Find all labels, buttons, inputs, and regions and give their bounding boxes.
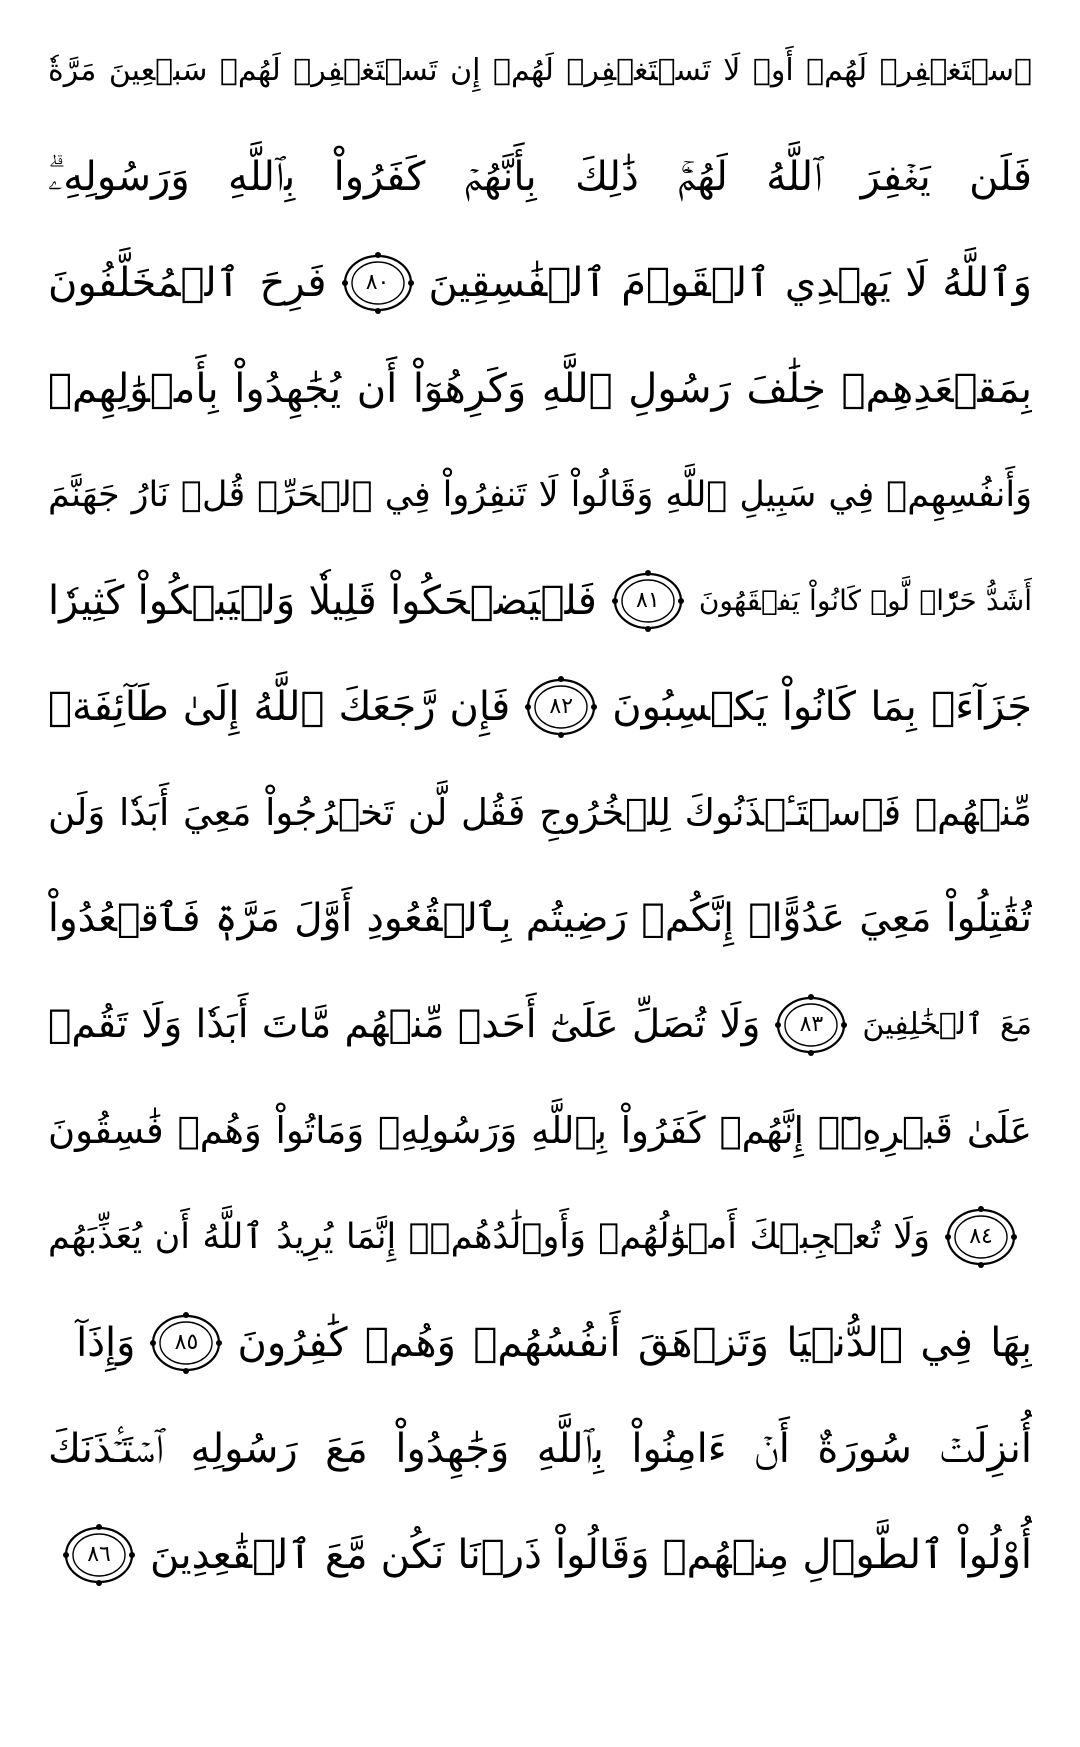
text-line (48, 654, 1032, 760)
verse-text: وَأَنفُسِهِمۡ فِي سَبِيلِ ٱللَّهِ وَقَالُواْ لَا تَنفِرُواْ فِي ٱلۡحَرِّۗ قُلۡ نَارُ جَهَنَّمَ (48, 475, 1032, 515)
verse-text: مِّنۡهُمۡ فَٱسۡتَـٔۡذَنُوكَ لِلۡخُرُوجِ فَقُل لَّن تَخۡرُجُواْ مَعِيَ أَبَدٗا وَلَن (48, 791, 1032, 834)
quran-text-block (48, 18, 1032, 1608)
ayah-end-marker (62, 1524, 136, 1586)
ayah-number: ٨٣ (799, 1012, 824, 1037)
text-line (48, 1078, 1032, 1184)
ayah-end-marker (944, 1206, 1018, 1268)
verse-text: بِمَقۡعَدِهِمۡ خِلَٰفَ رَسُولِ ٱللَّهِ وَكَرِهُوٓاْ أَن يُجَٰهِدُواْ بِأَمۡوَٰلِهِمۡ (48, 366, 1032, 412)
verse-text: بِهَا فِي ٱلدُّنۡيَا وَتَزۡهَقَ أَنفُسُهُمۡ وَهُمۡ كَٰفِرُونَ (237, 1320, 1032, 1366)
verse-text: ٱسۡتَغۡفِرۡ لَهُمۡ أَوۡ لَا تَسۡتَغۡفِرۡ لَهُمۡ إِن تَسۡتَغۡفِرۡ لَهُمۡ سَبۡعِينَ مَرَّةٗ (48, 53, 1032, 88)
verse-text: تُقَٰتِلُواْ مَعِيَ عَدُوًّاۖ إِنَّكُمۡ رَضِيتُم بِٱلۡقُعُودِ أَوَّلَ مَرَّةٖ فَٱقۡعُدُواْ (48, 896, 1032, 941)
ayah-number: ٨٤ (969, 1224, 993, 1249)
ayah-end-marker (149, 1312, 223, 1374)
verse-text: أُوْلُواْ ٱلطَّوۡلِ مِنۡهُمۡ وَقَالُواْ ذَرۡنَا نَكُن مَّعَ ٱلۡقَٰعِدِينَ (150, 1532, 1032, 1578)
text-line (48, 442, 1032, 548)
text-line (48, 230, 1032, 336)
text-line (48, 548, 1032, 654)
verse-text: فَلۡيَضۡحَكُواْ قَلِيلٗا وَلۡيَبۡكُواْ كَثِيرٗا (48, 578, 597, 624)
text-line (48, 1396, 1032, 1502)
verse-text: مَعَ ٱلۡخَٰلِفِينَ (862, 1007, 1032, 1042)
text-line (48, 866, 1032, 972)
verse-text: فَرِحَ ٱلۡمُخَلَّفُونَ (48, 260, 327, 306)
text-line (48, 1184, 1032, 1290)
text-line (48, 1290, 1032, 1396)
verse-text: وَٱللَّهُ لَا يَهۡدِي ٱلۡقَوۡمَ ٱلۡفَٰسِقِينَ (428, 260, 1032, 306)
verse-text: فَلَن يَغۡفِرَ ٱللَّهُ لَهُمۡۚ ذَٰلِكَ بِأَنَّهُمۡ كَفَرُواْ بِٱللَّهِ وَرَسُولِهِۦۗ (48, 154, 1032, 200)
ayah-end-marker (774, 994, 848, 1056)
text-line (48, 124, 1032, 230)
text-line (48, 18, 1032, 124)
text-line (48, 760, 1032, 866)
verse-text: وَلَا تُعۡجِبۡكَ أَمۡوَٰلُهُمۡ وَأَوۡلَٰدُهُمۡۚ إِنَّمَا يُرِيدُ ٱللَّهُ أَن يُعَذِّبَهُم (48, 1217, 930, 1257)
ayah-number: ٨٠ (365, 270, 390, 295)
verse-text: أُنزِلَتۡ سُورَةٌ أَنۡ ءَامِنُواْ بِٱللَّهِ وَجَٰهِدُواْ مَعَ رَسُولِهِ ٱسۡتَـٔۡذَنَكَ (48, 1426, 1032, 1472)
ayah-number: ٨١ (636, 588, 660, 613)
verse-text: جَزَآءَۢ بِمَا كَانُواْ يَكۡسِبُونَ (612, 684, 1032, 730)
text-line (48, 336, 1032, 442)
verse-text: عَلَىٰ قَبۡرِهِۦٓۖ إِنَّهُمۡ كَفَرُواْ بِٱللَّهِ وَرَسُولِهِۦ وَمَاتُواْ وَهُمۡ فَٰسِقُونَ (48, 1109, 1032, 1152)
verse-text: أَشَدُّ حَرّٗاۚ لَّوۡ كَانُواْ يَفۡقَهُونَ (698, 584, 1032, 617)
ayah-end-marker (524, 676, 598, 738)
ayah-end-marker (611, 570, 685, 632)
verse-text: وَلَا تُصَلِّ عَلَىٰٓ أَحَدٖ مِّنۡهُم مَّاتَ أَبَدٗا وَلَا تَقُمۡ (48, 1002, 761, 1047)
verse-text: وَإِذَآ (76, 1320, 136, 1366)
verse-text: فَإِن رَّجَعَكَ ٱللَّهُ إِلَىٰ طَآئِفَةٖ (48, 684, 511, 730)
ayah-end-marker (341, 252, 415, 314)
ayah-number: ٨٥ (174, 1330, 199, 1355)
ayah-number: ٨٦ (87, 1542, 111, 1567)
text-line (48, 1502, 1032, 1608)
text-line (48, 972, 1032, 1078)
ayah-number: ٨٢ (549, 694, 574, 719)
